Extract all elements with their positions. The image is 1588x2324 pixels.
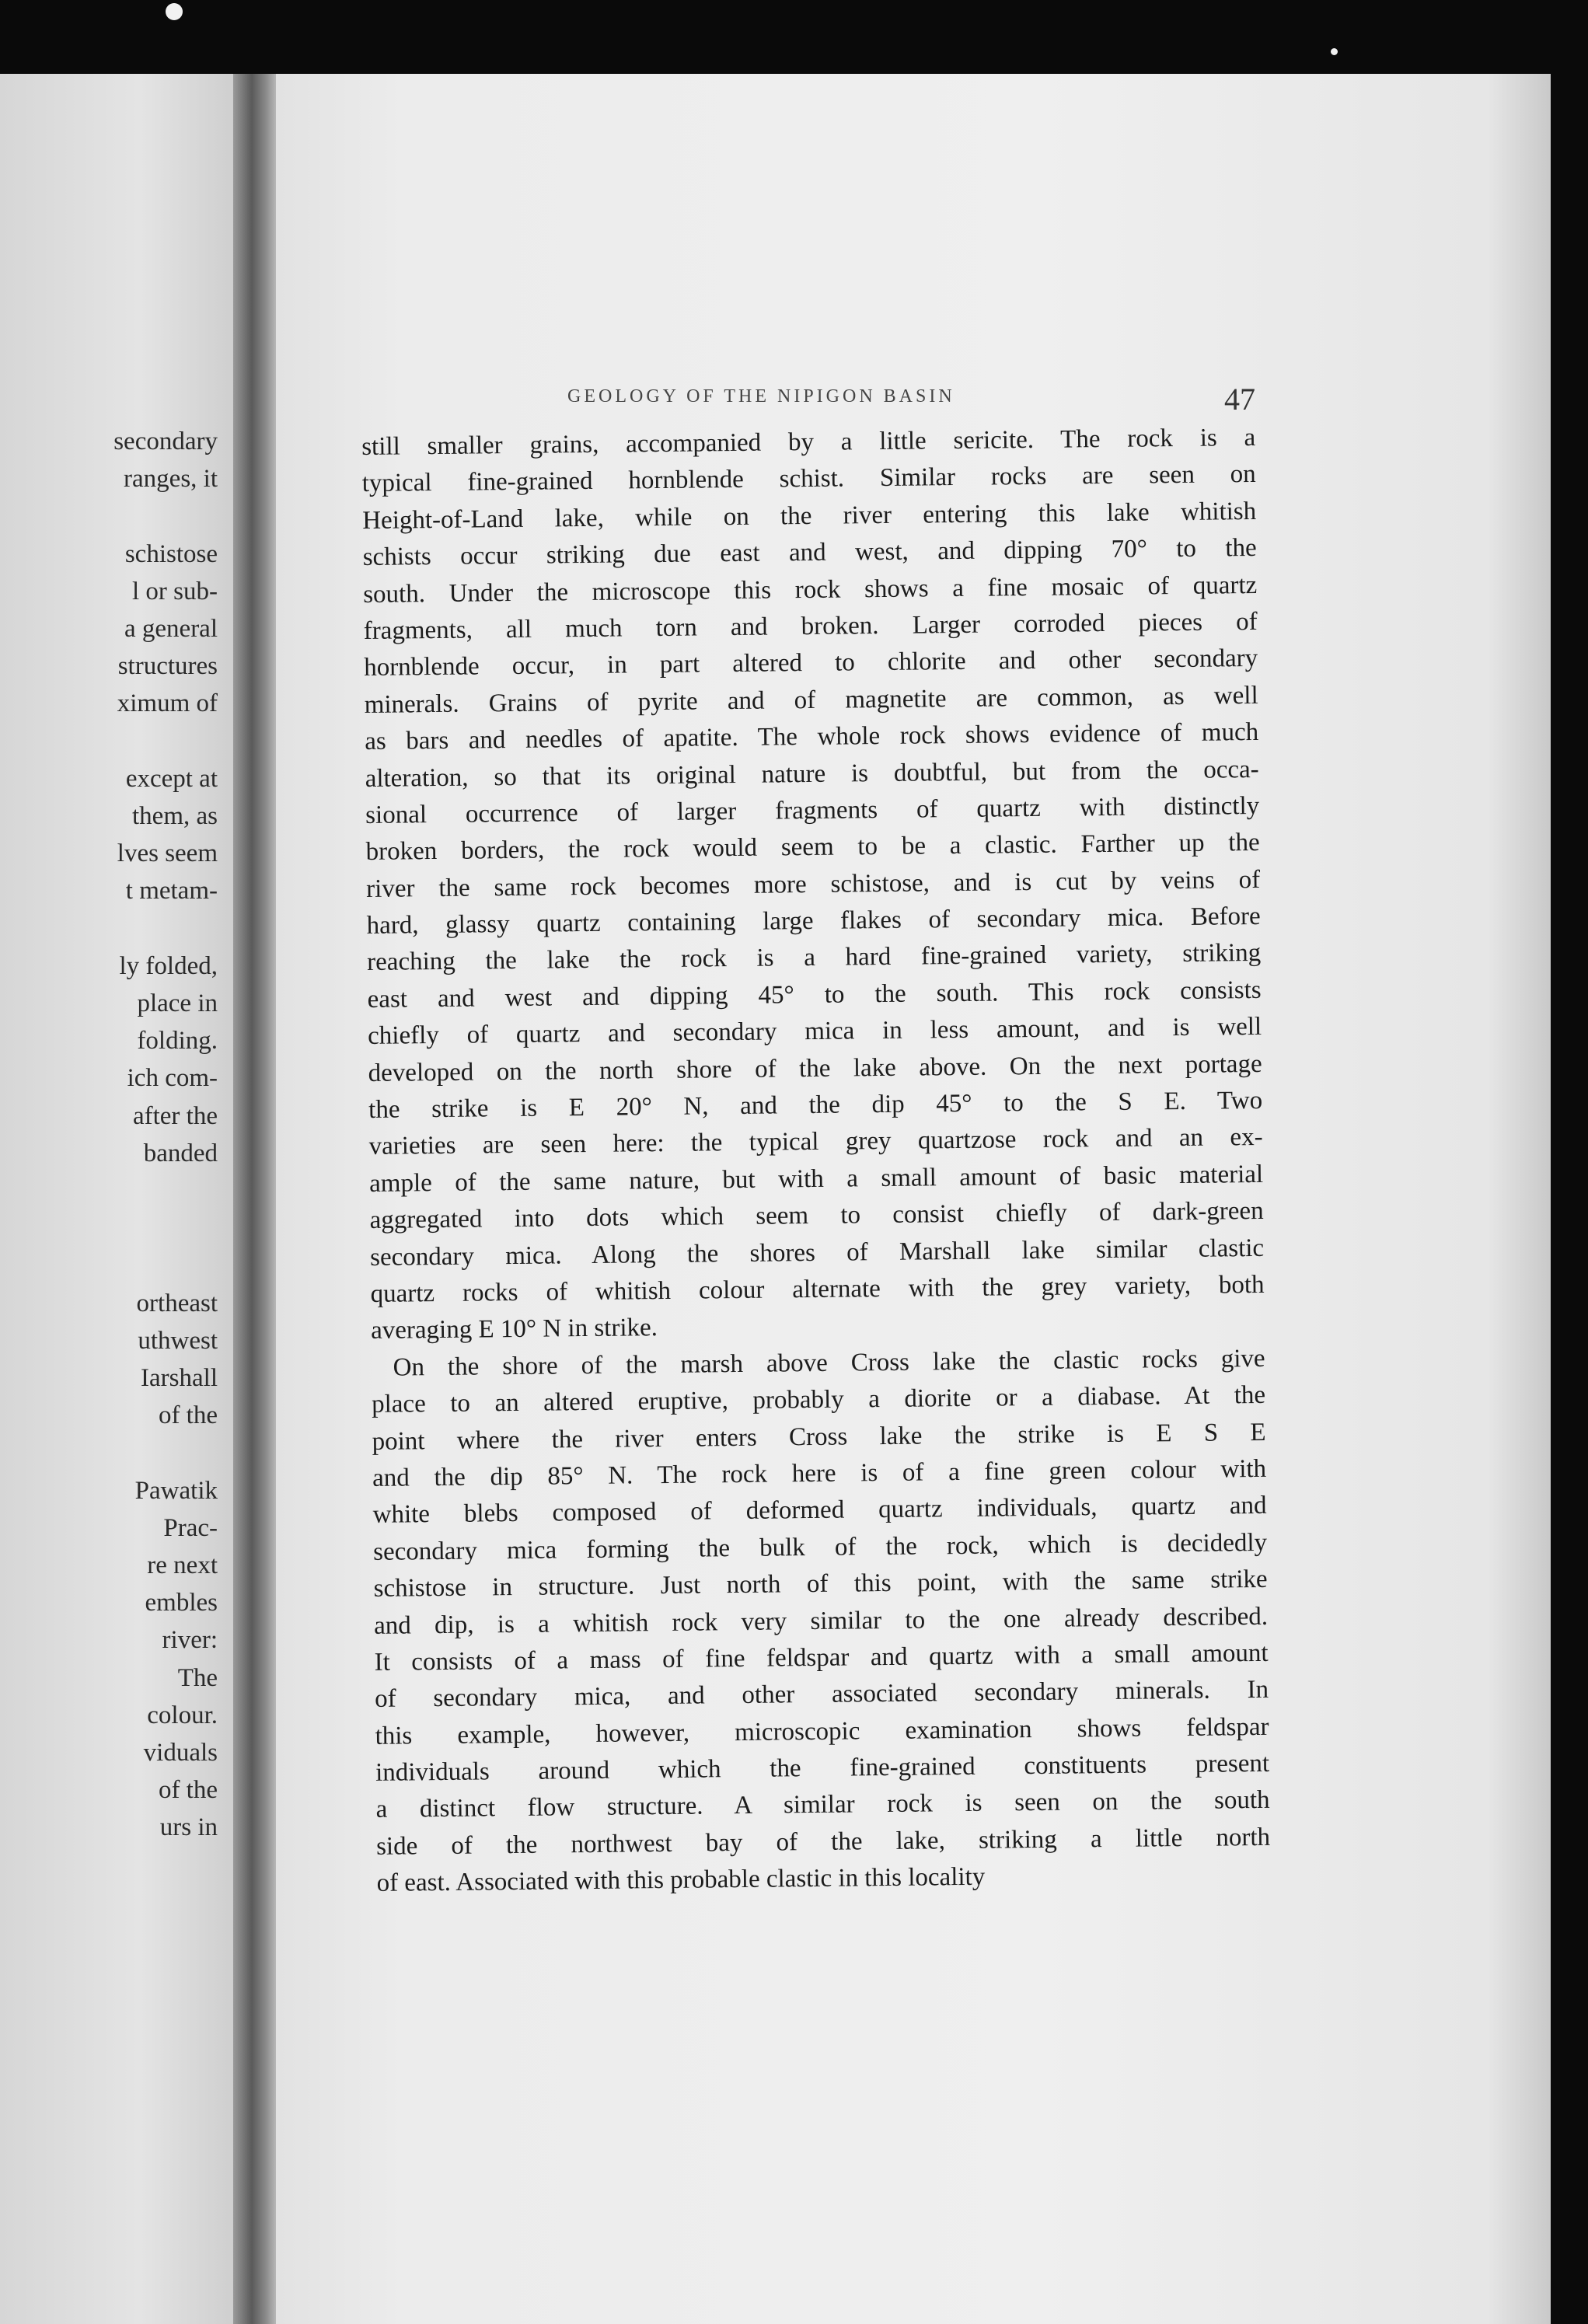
left-page-edge	[0, 74, 233, 2324]
left-page-fragment: re next	[147, 1551, 218, 1579]
text-line: a distinct flow structure. A similar rock is seen on the south	[375, 1786, 1270, 1824]
text-line: hornblende occur, in part altered to chlorite and other secondary	[364, 644, 1258, 682]
text-line: and the dip 85° N. The rock here is of a fine green colour with	[372, 1454, 1267, 1492]
left-page-fragment: ximum of	[117, 689, 218, 718]
text-line: white blebs composed of deformed quartz individuals, quartz and	[372, 1492, 1267, 1530]
left-page-fragment: place in	[137, 989, 218, 1017]
text-line: schistose in structure. Just north of this point, with the same strike	[373, 1565, 1268, 1603]
text-line: side of the northwest bay of the lake, striking a little north	[375, 1823, 1271, 1861]
left-page-fragment: ortheast	[136, 1289, 218, 1317]
left-page-fragment: l or sub-	[132, 577, 218, 605]
left-page-fragment: Pawatik	[134, 1476, 218, 1505]
text-line: alteration, so that its original nature is doubtful, but from the occa-	[365, 755, 1259, 793]
left-page-fragment: t metam-	[125, 877, 218, 906]
left-page-fragment: urs in	[159, 1813, 218, 1842]
left-page-fragment: Prac-	[163, 1513, 218, 1542]
left-page-fragment: embles	[145, 1589, 218, 1617]
text-line: secondary mica forming the bulk of the rock, which is decidedly	[372, 1528, 1268, 1566]
left-page-fragment: of the	[158, 1776, 218, 1805]
text-line: typical fine-grained hornblende schist. Similar rocks are seen on	[361, 460, 1256, 498]
left-page-fragment: lves seem	[117, 839, 218, 868]
left-page-fragment: banded	[143, 1139, 218, 1167]
left-page-fragment: except at	[125, 764, 218, 793]
left-page-fragment: Iarshall	[141, 1364, 218, 1392]
left-page-fragment: ly folded,	[119, 951, 218, 980]
left-page-fragment: ranges, it	[124, 465, 218, 494]
text-line: place to an altered eruptive, probably a diorite or a diabase. At the	[371, 1381, 1266, 1419]
body-text	[361, 420, 1271, 1903]
text-line: point where the river enters Cross lake the strike is E S E	[372, 1418, 1266, 1456]
text-line: of secondary mica, and other associated secondary minerals. In	[374, 1676, 1269, 1714]
text-line: east and west and dipping 45° to the south. This rock consists	[367, 975, 1262, 1014]
page-number: 47	[1224, 382, 1255, 417]
text-line: ample of the same nature, but with a small amount of basic material	[368, 1160, 1264, 1198]
left-page-fragment: after the	[132, 1101, 218, 1130]
text-line: fragments, all much torn and broken. Larger corroded pieces of	[363, 607, 1258, 645]
text-line: broken borders, the rock would seem to be a clastic. Farther up the	[365, 829, 1260, 867]
running-header: GEOLOGY OF THE NIPIGON BASIN	[567, 386, 955, 407]
text-line: varieties are seen here: the typical grey quartzose rock and an ex-	[368, 1123, 1263, 1161]
left-page-fragment: structures	[117, 652, 218, 681]
text-line: reaching the lake the rock is a hard fine-grained variety, striking	[367, 939, 1262, 977]
scan-dust-dot	[166, 3, 183, 20]
text-line: aggregated into dots which seem to consist chiefly of dark-green	[369, 1197, 1264, 1235]
text-line: minerals. Grains of pyrite and of magnetite are common, as well	[364, 681, 1258, 719]
text-line: as bars and needles of apatite. The whole rock shows evidence of much	[365, 718, 1259, 756]
left-page-fragment: folding.	[137, 1027, 218, 1056]
text-line: of east. Associated with this probable clastic in this locality	[376, 1862, 986, 1898]
book-gutter	[233, 74, 280, 2324]
text-line: On the shore of the marsh above Cross lake the clastic rocks give	[393, 1344, 1265, 1382]
text-line: south. Under the microscope this rock shows a fine mosaic of quartz	[363, 571, 1258, 609]
left-page-fragment: them, as	[132, 802, 218, 830]
text-line: still smaller grains, accompanied by a little sericite. The rock is a	[361, 423, 1256, 461]
left-page-fragment: secondary	[113, 427, 218, 455]
left-page-fragment: viduals	[143, 1739, 218, 1767]
text-line: sional occurrence of larger fragments of quartz with distinctly	[365, 791, 1260, 829]
text-line: chiefly of quartz and secondary mica in less amount, and is well	[367, 1013, 1262, 1051]
left-page-fragment: ich com-	[127, 1064, 218, 1093]
text-line: hard, glassy quartz containing large flakes of secondary mica. Before	[366, 902, 1261, 940]
left-page-fragment: The	[177, 1663, 218, 1692]
text-line: schists occur striking due east and west, and dipping 70° to the	[362, 534, 1257, 572]
text-line: river the same rock becomes more schistose, and is cut by veins of	[366, 865, 1261, 903]
text-line: secondary mica. Along the shores of Marshall lake similar clastic	[369, 1234, 1265, 1272]
text-line: It consists of a mass of fine feldspar and quartz with a small amount	[374, 1638, 1269, 1677]
left-page-fragment: uthwest	[138, 1326, 218, 1355]
left-page-fragment: schistose	[124, 539, 218, 568]
text-line: developed on the north shore of the lake above. On the next portage	[368, 1049, 1262, 1087]
text-line: individuals around which the fine-grained constituents present	[375, 1749, 1270, 1787]
left-page-fragment: colour.	[147, 1701, 218, 1729]
left-page-fragment: a general	[124, 615, 218, 643]
left-page-fragment: river:	[162, 1626, 218, 1655]
text-line: averaging E 10° N in strike.	[370, 1314, 658, 1345]
left-page-fragment: of the	[158, 1401, 218, 1430]
text-line: Height-of-Land lake, while on the river entering this lake whitish	[362, 497, 1257, 535]
text-line: this example, however, microscopic examination shows feldspar	[375, 1712, 1269, 1750]
text-line: the strike is E 20° N, and the dip 45° to the S E. Two	[368, 1086, 1263, 1124]
scan-dust-dot	[1331, 48, 1338, 55]
text-line: quartz rocks of whitish colour alternate with the grey variety, both	[370, 1270, 1265, 1308]
text-line: and dip, is a whitish rock very similar to the one already described.	[373, 1602, 1269, 1640]
